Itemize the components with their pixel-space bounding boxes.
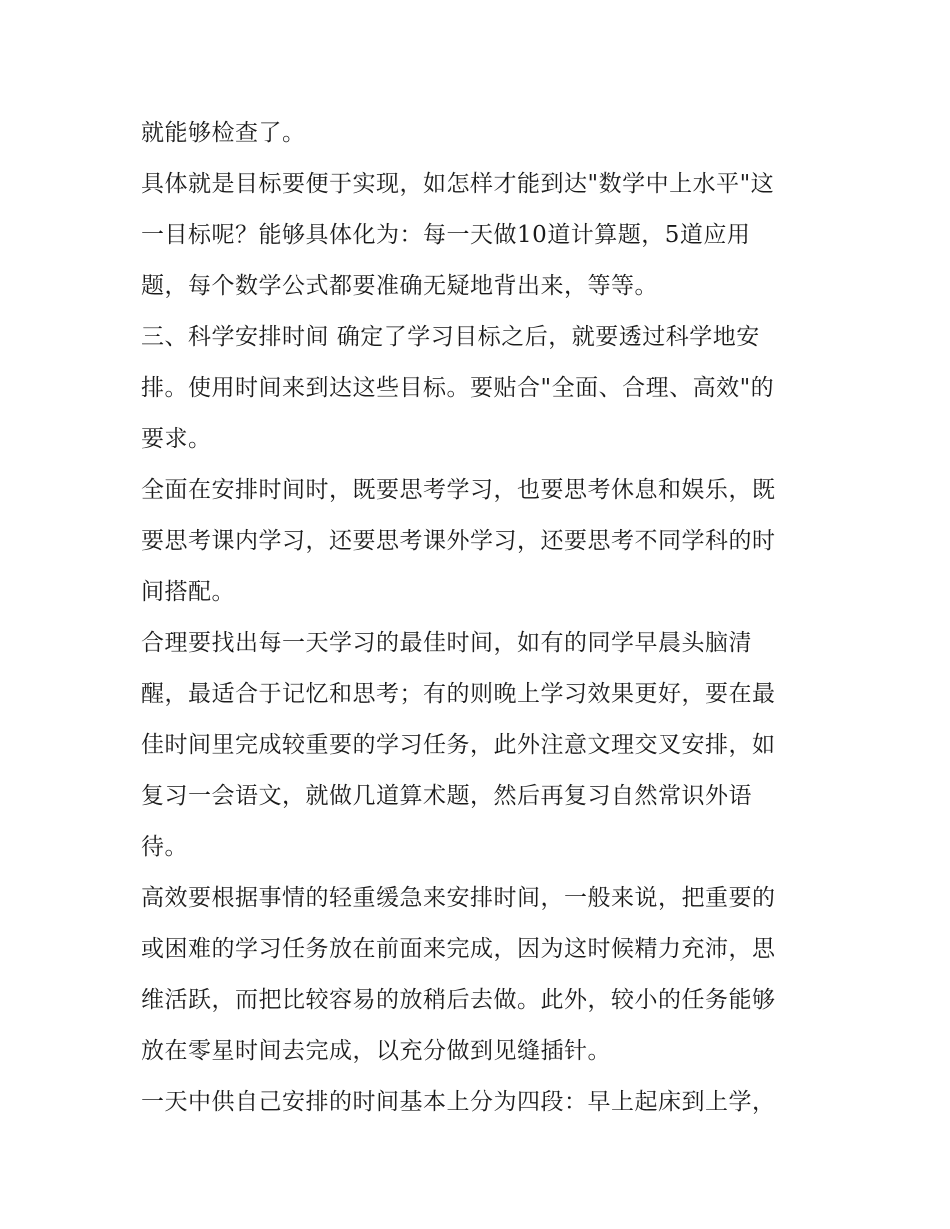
- text-line: 放在零星时间去完成，以充分做到见缝插针。: [141, 1038, 611, 1064]
- text-line: 要求。: [141, 426, 212, 452]
- text-line: 高效要根据事情的轻重缓急来安排时间，一般来说，把重要的: [141, 885, 776, 911]
- text-line: 待。: [141, 834, 188, 860]
- text-line: 三、科学安排时间 确定了学习目标之后，就要透过科学地安: [141, 324, 760, 350]
- text-line: 复习一会语文，就做几道算术题，然后再复习自然常识外语: [141, 783, 752, 809]
- text-line: 就能够检查了。: [141, 120, 306, 146]
- text-line: 排。使用时间来到达这些目标。要贴合"全面、合理、高效"的: [141, 375, 775, 401]
- document-body: [141, 108, 816, 1128]
- text-line: 全面在安排时间时，既要思考学习，也要思考休息和娱乐，既: [141, 477, 776, 503]
- text-line: 要思考课内学习，还要思考课外学习，还要思考不同学科的时: [141, 528, 776, 554]
- text-line: 或困难的学习任务放在前面来完成，因为这时候精力充沛，思: [141, 936, 776, 962]
- text-line: 佳时间里完成较重要的学习任务，此外注意文理交叉安排，如: [141, 732, 776, 758]
- text-line: 具体就是目标要便于实现，如怎样才能到达"数学中上水平"这: [141, 171, 775, 197]
- text-line: 维活跃，而把比较容易的放稍后去做。此外，较小的任务能够: [141, 987, 776, 1013]
- text-line: 一目标呢？能够具体化为：每一天做10道计算题，5道应用: [141, 222, 751, 248]
- text-line: 合理要找出每一天学习的最佳时间，如有的同学早晨头脑清: [141, 630, 752, 656]
- text-line: 一天中供自己安排的时间基本上分为四段：早上起床到上学，: [141, 1089, 776, 1115]
- text-line: 醒，最适合于记忆和思考；有的则晚上学习效果更好，要在最: [141, 681, 776, 707]
- text-line: 间搭配。: [141, 579, 235, 605]
- text-line: 题，每个数学公式都要准确无疑地背出来，等等。: [141, 273, 658, 299]
